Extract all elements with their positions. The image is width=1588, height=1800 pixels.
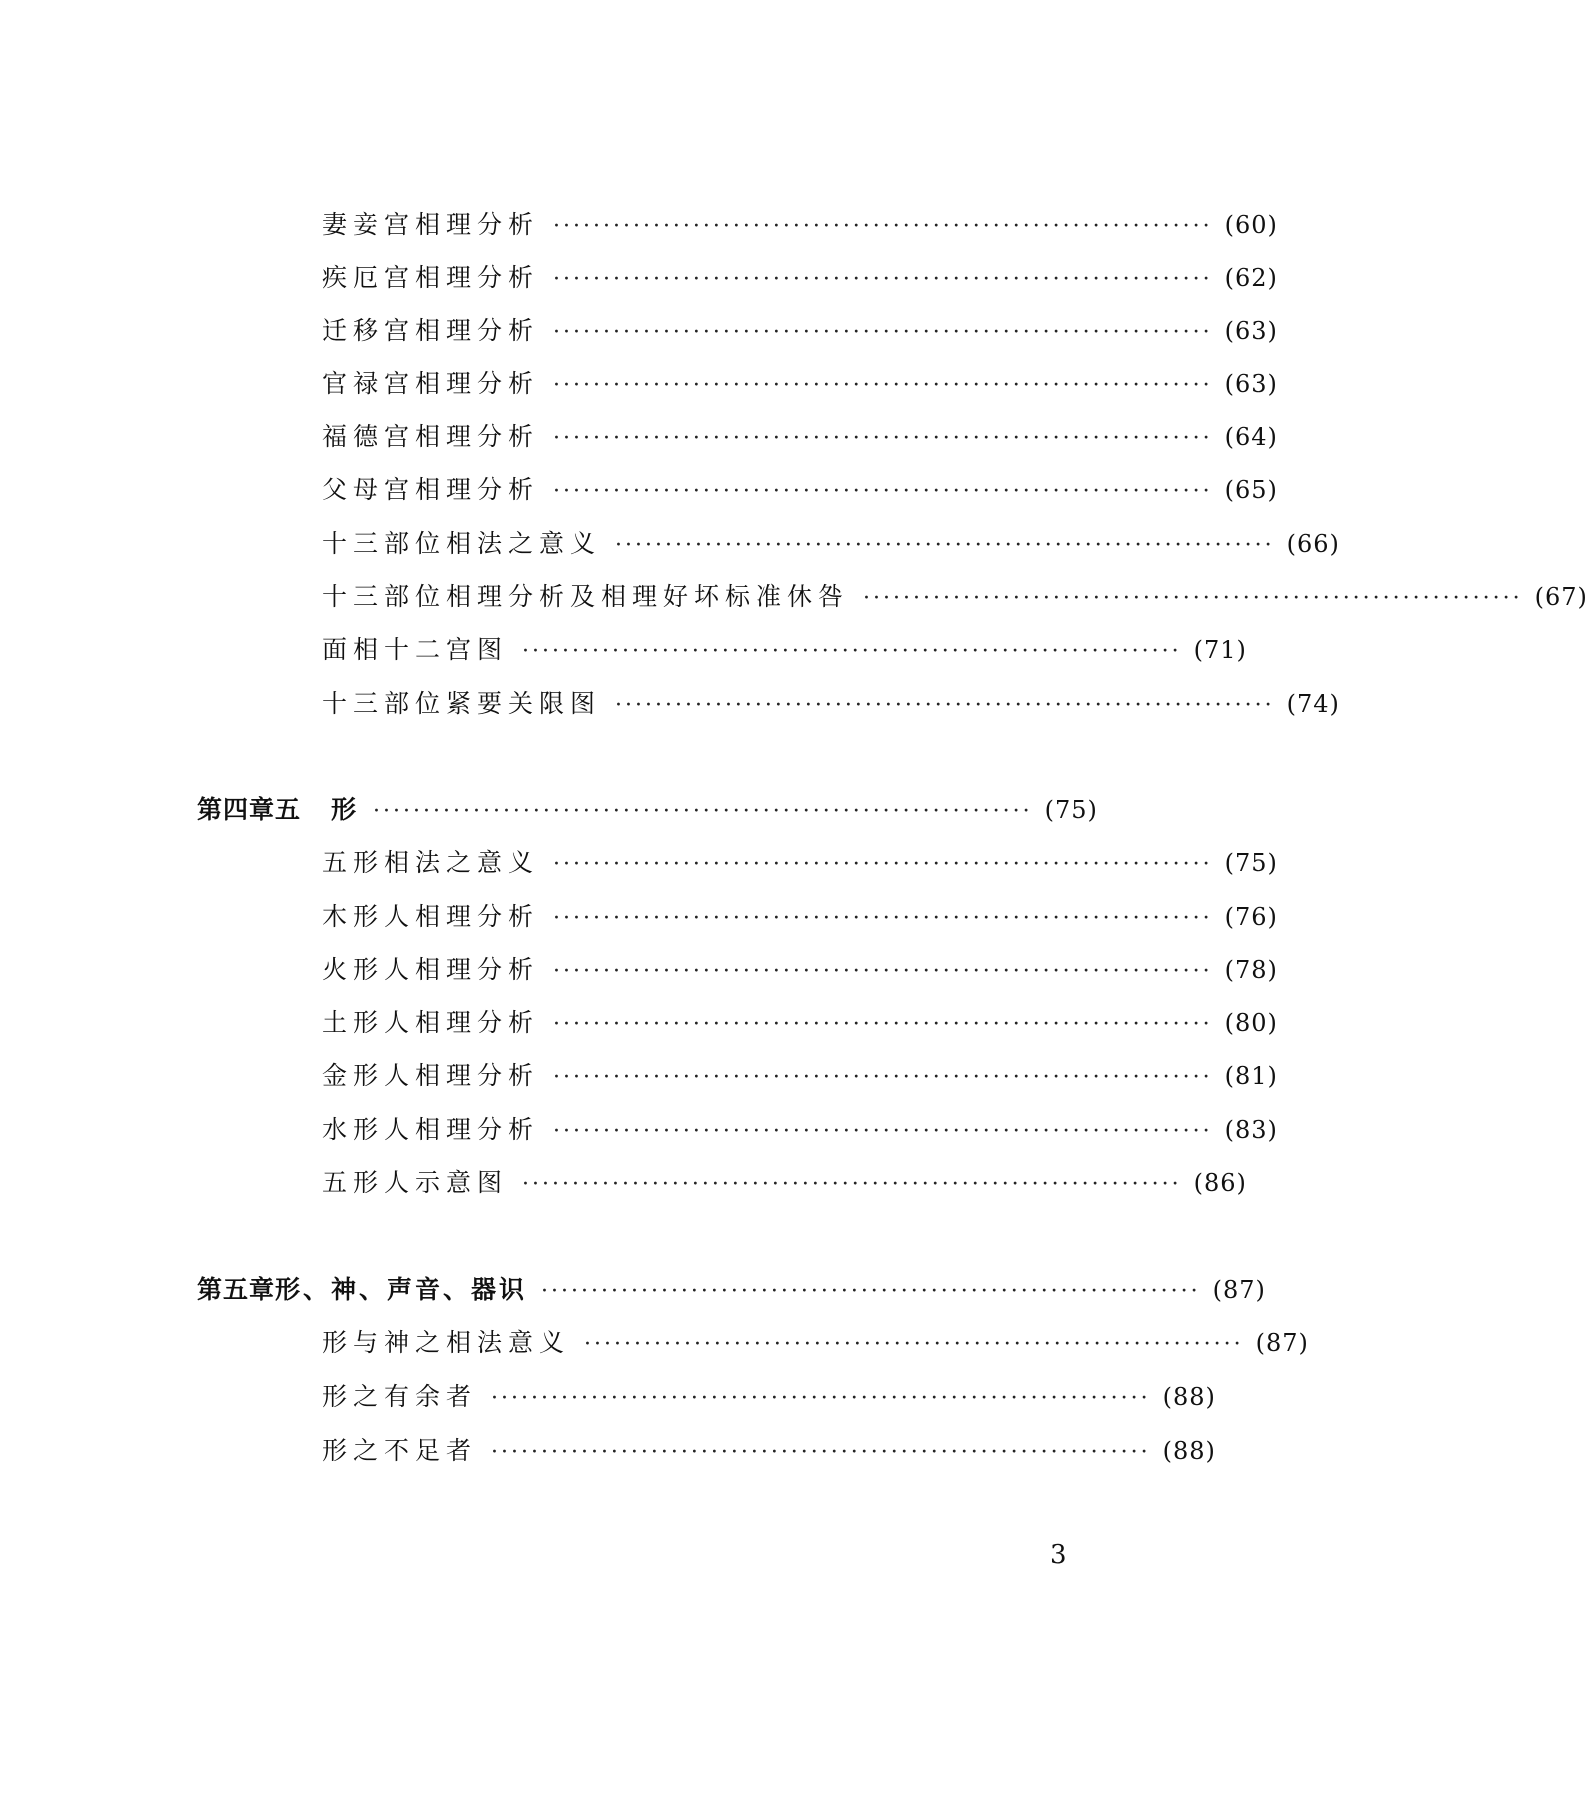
leader-dots: ·································································· (522, 1172, 1182, 1197)
toc-entry-page: (63) (1224, 317, 1278, 345)
toc-entry-title: 父母宫相理分析 (322, 475, 540, 504)
toc-entry-title: 形之不足者 (322, 1436, 478, 1465)
toc-entry-title: 十三部位相理分析及相理好坏标准休咎 (322, 582, 850, 611)
toc-entry (322, 1163, 1247, 1203)
toc-entry (322, 205, 1278, 245)
toc-entry (322, 470, 1278, 510)
leader-dots: ·································································· (553, 214, 1213, 239)
toc-entry-page: (67) (1534, 583, 1588, 611)
leader-dots: ·································································· (615, 693, 1275, 718)
leader-dots: ·································································· (522, 639, 1182, 664)
leader-dots: ·································································· (553, 906, 1213, 931)
chapter-title: 五 形 (275, 795, 360, 824)
toc-entry-title: 疾厄宫相理分析 (322, 263, 540, 292)
chapter-title: 形、神、声音、器识 (275, 1275, 528, 1304)
toc-entry-page: (74) (1286, 690, 1340, 718)
chapter-page: (75) (1044, 796, 1098, 824)
toc-entry-page: (88) (1162, 1383, 1216, 1411)
toc-entry-page: (71) (1193, 636, 1247, 664)
chapter-number: 第五章 (197, 1275, 276, 1304)
toc-entry-page: (62) (1224, 264, 1278, 292)
toc-entry-title: 妻妾宫相理分析 (322, 210, 540, 239)
toc-entry (322, 577, 1588, 617)
leader-dots: ·································································· (553, 1119, 1213, 1144)
toc-entry-title: 形之有余者 (322, 1382, 478, 1411)
leader-dots: ·································································· (553, 267, 1213, 292)
leader-dots: ·································································· (553, 852, 1213, 877)
toc-entry-page: (76) (1224, 903, 1278, 931)
toc-entry-title: 迁移宫相理分析 (322, 316, 540, 345)
toc-entry (322, 1377, 1216, 1417)
toc-entry-title: 面相十二宫图 (322, 635, 509, 664)
toc-entry-page: (60) (1224, 211, 1278, 239)
leader-dots: ·································································· (553, 479, 1213, 504)
chapter-number: 第四章 (197, 795, 276, 824)
toc-entry-title: 水形人相理分析 (322, 1115, 540, 1144)
toc-entry-page: (64) (1224, 423, 1278, 451)
toc-entry (322, 1056, 1278, 1096)
toc-entry-page: (86) (1193, 1169, 1247, 1197)
toc-entry-page: (66) (1286, 530, 1340, 558)
toc-entry (322, 843, 1278, 883)
leader-dots: ·································································· (553, 426, 1213, 451)
toc-entry (322, 311, 1278, 351)
toc-entry-title: 十三部位紧要关限图 (322, 689, 602, 718)
leader-dots: ·································································· (491, 1386, 1151, 1411)
toc-entry (322, 417, 1278, 457)
toc-entry-page: (81) (1224, 1062, 1278, 1090)
toc-entry-page: (78) (1224, 956, 1278, 984)
toc-entry-title: 福德宫相理分析 (322, 422, 540, 451)
toc-entry (322, 258, 1278, 298)
toc-entry-title: 金形人相理分析 (322, 1061, 540, 1090)
toc-entry (322, 1003, 1278, 1043)
toc-entry (322, 1431, 1216, 1471)
leader-dots: ·································································· (553, 1065, 1213, 1090)
toc-entry (322, 684, 1340, 724)
chapter-heading (197, 1270, 1266, 1310)
toc-entry (322, 950, 1278, 990)
toc-entry-page: (83) (1224, 1116, 1278, 1144)
toc-entry-page: (63) (1224, 370, 1278, 398)
toc-entry (322, 1110, 1278, 1150)
toc-entry (322, 1323, 1309, 1363)
toc-entry-title: 五形相法之意义 (322, 848, 540, 877)
toc-entry (322, 630, 1247, 670)
toc-entry-page: (80) (1224, 1009, 1278, 1037)
toc-entry-title: 火形人相理分析 (322, 955, 540, 984)
leader-dots: ·································································· (373, 799, 1033, 824)
leader-dots: ·································································· (553, 320, 1213, 345)
toc-entry (322, 524, 1340, 564)
leader-dots: ·································································· (553, 1012, 1213, 1037)
toc-entry-title: 木形人相理分析 (322, 902, 540, 931)
leader-dots: ·································································· (541, 1279, 1201, 1304)
toc-entry-title: 形与神之相法意义 (322, 1328, 571, 1357)
toc-entry-title: 十三部位相法之意义 (322, 529, 602, 558)
toc-entry-title: 官禄宫相理分析 (322, 369, 540, 398)
leader-dots: ·································································· (863, 586, 1523, 611)
toc-entry (322, 897, 1278, 937)
leader-dots: ·································································· (584, 1332, 1244, 1357)
toc-entry-title: 五形人示意图 (322, 1168, 509, 1197)
toc-entry-title: 土形人相理分析 (322, 1008, 540, 1037)
leader-dots: ·································································· (615, 533, 1275, 558)
page-number: 3 (1050, 1540, 1067, 1570)
toc-entry-page: (88) (1162, 1437, 1216, 1465)
leader-dots: ·································································· (491, 1440, 1151, 1465)
toc-entry-page: (75) (1224, 849, 1278, 877)
chapter-heading (197, 790, 1098, 830)
toc-entry-page: (65) (1224, 476, 1278, 504)
toc-entry-page: (87) (1255, 1329, 1309, 1357)
leader-dots: ·································································· (553, 959, 1213, 984)
leader-dots: ·································································· (553, 373, 1213, 398)
chapter-page: (87) (1212, 1276, 1266, 1304)
toc-entry (322, 364, 1278, 404)
